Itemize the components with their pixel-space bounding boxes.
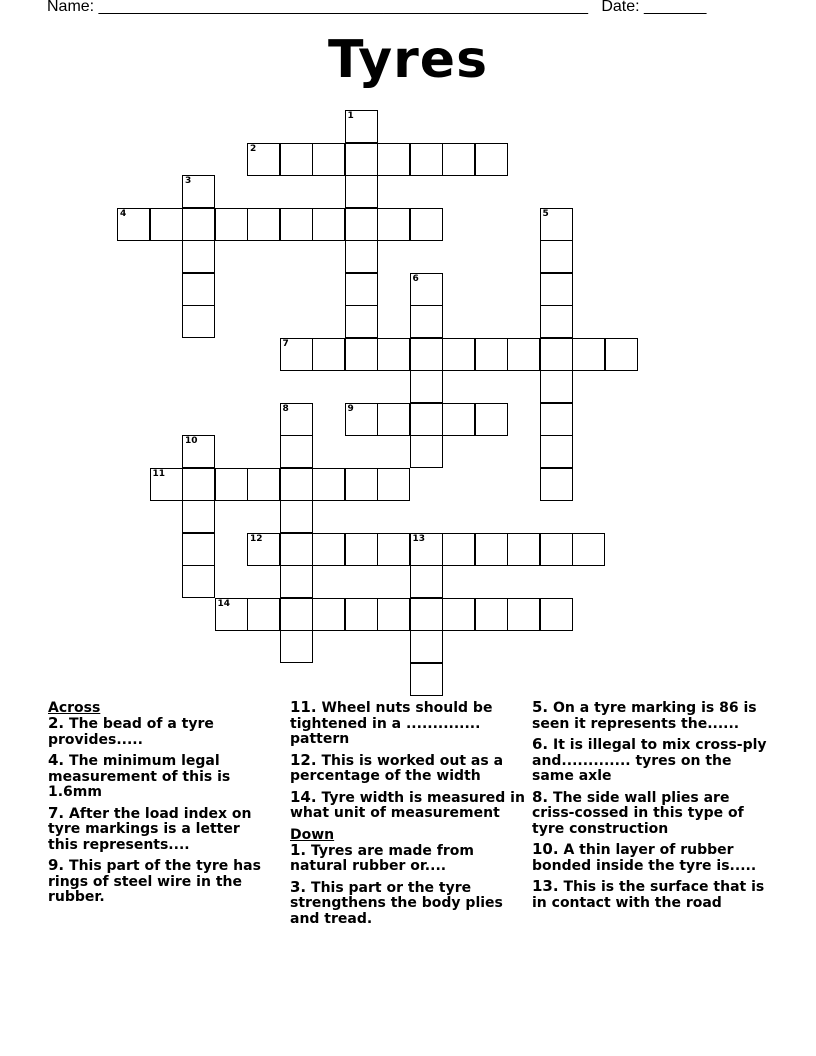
grid-cell[interactable]	[410, 663, 443, 696]
clue-text: A thin layer of rubber bonded inside the tyre is.....	[532, 842, 757, 874]
grid-cell[interactable]	[540, 208, 573, 241]
clue-text: It is illegal to mix cross-ply and............. tyres on the same axle	[532, 737, 767, 784]
grid-cell[interactable]	[442, 533, 475, 566]
grid-cell[interactable]	[280, 403, 313, 436]
clue-text: On a tyre marking is 86 is seen it represents the......	[532, 700, 757, 732]
grid-cell[interactable]	[540, 598, 573, 631]
clue-item	[48, 753, 273, 801]
grid-cell[interactable]	[410, 533, 443, 566]
grid-cell[interactable]	[182, 565, 215, 598]
grid-cell[interactable]	[410, 435, 443, 468]
clue-item	[48, 716, 273, 748]
clue-text: Tyres are made from natural rubber or....	[290, 842, 474, 874]
grid-cell[interactable]	[442, 598, 475, 631]
clue-item	[48, 803, 273, 854]
clue-text: After the load index on tyre markings is a letter this represents....	[48, 805, 252, 853]
grid-cell[interactable]	[377, 143, 410, 176]
clue-text: The side wall plies are criss-cossed in this type of tyre construction	[532, 789, 744, 837]
clue-heading-across: Across	[48, 700, 101, 716]
grid-cell[interactable]	[410, 208, 443, 241]
grid-cell[interactable]	[377, 533, 410, 566]
grid-cell[interactable]	[182, 240, 215, 273]
clue-item	[532, 787, 772, 838]
grid-cell[interactable]	[280, 533, 313, 566]
clue-number: 2.	[48, 714, 65, 732]
grid-cell[interactable]	[410, 143, 443, 176]
grid-cell[interactable]	[312, 338, 345, 371]
clue-item	[290, 787, 525, 822]
grid-cell[interactable]	[410, 370, 443, 403]
grid-cell[interactable]	[475, 143, 508, 176]
clue-number: 10.	[532, 840, 559, 858]
grid-cell[interactable]	[377, 403, 410, 436]
grid-cell[interactable]	[182, 305, 215, 338]
grid-cell[interactable]	[215, 208, 248, 241]
grid-cell[interactable]	[345, 273, 378, 306]
grid-cell[interactable]	[182, 533, 215, 566]
clue-number-label: 5	[542, 208, 549, 219]
clue-item	[290, 840, 525, 875]
clue-text: The minimum legal measurement of this is 1.6mm	[48, 753, 231, 800]
clue-column-3	[532, 700, 772, 916]
grid-cell[interactable]	[345, 403, 378, 436]
grid-cell[interactable]	[540, 468, 573, 501]
grid-cell[interactable]	[540, 435, 573, 468]
clue-number-label: 9	[347, 403, 354, 414]
clue-number-label: 14	[217, 598, 231, 609]
grid-cell[interactable]	[345, 305, 378, 338]
grid-cell[interactable]	[280, 500, 313, 533]
clue-number-label: 2	[250, 143, 257, 154]
name-label: Name:	[47, 0, 95, 15]
grid-cell[interactable]	[247, 468, 280, 501]
clue-number: 6.	[532, 735, 549, 753]
grid-cell[interactable]	[247, 143, 280, 176]
puzzle-title: Tyres	[327, 30, 489, 90]
grid-cell[interactable]	[410, 403, 443, 436]
grid-cell[interactable]	[280, 338, 313, 371]
grid-cell[interactable]	[280, 468, 313, 501]
clue-number-label: 4	[120, 208, 127, 219]
grid-cell[interactable]	[182, 468, 215, 501]
clue-text: Tyre width is measured in what unit of measurement	[290, 789, 525, 821]
clue-heading-down: Down	[290, 826, 335, 843]
grid-cell[interactable]	[312, 533, 345, 566]
grid-cell[interactable]	[247, 208, 280, 241]
clue-item	[290, 877, 525, 928]
grid-cell[interactable]	[345, 533, 378, 566]
grid-cell[interactable]	[345, 208, 378, 241]
grid-cell[interactable]	[345, 143, 378, 176]
clue-number: 12.	[290, 750, 317, 769]
clue-number: 7.	[48, 803, 65, 822]
grid-cell[interactable]	[442, 403, 475, 436]
grid-cell[interactable]	[540, 370, 573, 403]
grid-cell[interactable]	[475, 403, 508, 436]
clue-item	[290, 750, 525, 785]
grid-cell[interactable]	[540, 240, 573, 273]
grid-cell[interactable]	[572, 533, 605, 566]
grid-cell[interactable]	[117, 208, 150, 241]
clue-item	[532, 737, 772, 785]
grid-cell[interactable]	[345, 338, 378, 371]
clue-text: This is the surface that is in contact with the road	[532, 879, 765, 911]
grid-cell[interactable]	[150, 468, 183, 501]
clue-number-label: 10	[185, 436, 198, 446]
grid-cell[interactable]	[215, 598, 248, 631]
clue-number-label: 12	[250, 533, 263, 544]
grid-cell[interactable]	[377, 208, 410, 241]
grid-cell[interactable]	[540, 338, 573, 371]
clue-number: 5.	[532, 698, 549, 716]
clue-item	[532, 879, 772, 911]
grid-cell[interactable]	[345, 598, 378, 631]
grid-cell[interactable]	[507, 338, 540, 371]
grid-cell[interactable]	[475, 598, 508, 631]
clue-number: 13.	[532, 877, 559, 895]
grid-cell[interactable]	[507, 533, 540, 566]
grid-cell[interactable]	[540, 403, 573, 436]
clue-text: This part of the tyre has rings of steel wire in the rubber.	[48, 858, 261, 905]
clue-number-label: 1	[347, 111, 354, 121]
grid-cell[interactable]	[540, 533, 573, 566]
grid-cell[interactable]	[540, 305, 573, 338]
grid-cell[interactable]	[410, 630, 443, 663]
clue-number: 11.	[290, 698, 317, 716]
date-line[interactable]: _______	[644, 0, 707, 15]
grid-cell[interactable]	[312, 598, 345, 631]
name-line[interactable]: _______________________________________________________	[98, 0, 588, 15]
grid-cell[interactable]	[280, 143, 313, 176]
grid-cell[interactable]	[410, 598, 443, 631]
grid-cell[interactable]	[280, 435, 313, 468]
clue-number-label: 7	[282, 338, 289, 349]
grid-cell[interactable]	[182, 500, 215, 533]
grid-cell[interactable]	[280, 565, 313, 598]
grid-cell[interactable]	[312, 208, 345, 241]
grid-cell[interactable]	[312, 468, 345, 501]
grid-cell[interactable]	[442, 143, 475, 176]
clue-number: 9.	[48, 856, 65, 874]
clue-number: 1.	[290, 840, 307, 859]
clue-number: 4.	[48, 751, 65, 769]
grid-cell[interactable]	[247, 533, 280, 566]
grid-cell[interactable]	[345, 240, 378, 273]
clue-text: This part or the tyre strengthens the body plies and tread.	[290, 879, 503, 927]
grid-cell[interactable]	[182, 435, 215, 468]
clue-item	[290, 700, 525, 748]
grid-cell[interactable]	[377, 338, 410, 371]
grid-cell[interactable]	[410, 565, 443, 598]
grid-cell[interactable]	[312, 143, 345, 176]
clue-item	[532, 700, 772, 732]
grid-cell[interactable]	[345, 110, 378, 143]
clue-number: 14.	[290, 787, 317, 806]
grid-cell[interactable]	[377, 598, 410, 631]
grid-cell[interactable]	[345, 468, 378, 501]
grid-cell[interactable]	[507, 598, 540, 631]
grid-cell[interactable]	[572, 338, 605, 371]
grid-cell[interactable]	[182, 273, 215, 306]
clue-number-label: 8	[282, 403, 289, 414]
grid-cell[interactable]	[280, 208, 313, 241]
grid-cell[interactable]	[215, 468, 248, 501]
grid-cell[interactable]	[182, 208, 215, 241]
grid-cell[interactable]	[280, 630, 313, 663]
clue-item	[48, 858, 273, 906]
clue-number-label: 3	[185, 176, 192, 186]
date-label: Date:	[601, 0, 640, 15]
grid-cell[interactable]	[345, 175, 378, 208]
grid-cell[interactable]	[150, 208, 183, 241]
grid-cell[interactable]	[280, 598, 313, 631]
clue-text: The bead of a tyre provides.....	[48, 716, 214, 748]
grid-cell[interactable]	[475, 533, 508, 566]
clue-item	[532, 842, 772, 874]
grid-cell[interactable]	[442, 338, 475, 371]
clue-number: 8.	[532, 787, 549, 806]
clue-column-1	[48, 700, 273, 911]
grid-cell[interactable]	[410, 305, 443, 338]
clue-number-label: 11	[152, 468, 166, 479]
clue-number-label: 6	[412, 273, 419, 284]
grid-cell[interactable]	[247, 598, 280, 631]
clue-number-label: 13	[412, 533, 426, 544]
grid-cell[interactable]	[540, 273, 573, 306]
clue-text: This is worked out as a percentage of the width	[290, 752, 504, 784]
grid-cell[interactable]	[377, 468, 410, 501]
clue-column-2	[290, 700, 525, 932]
grid-cell[interactable]	[410, 273, 443, 306]
grid-cell[interactable]	[605, 338, 638, 371]
grid-cell[interactable]	[182, 175, 215, 208]
clue-text: Wheel nuts should be tightened in a .............. pattern	[290, 700, 493, 747]
grid-cell[interactable]	[410, 338, 443, 371]
clue-number: 3.	[290, 877, 307, 896]
grid-cell[interactable]	[475, 338, 508, 371]
